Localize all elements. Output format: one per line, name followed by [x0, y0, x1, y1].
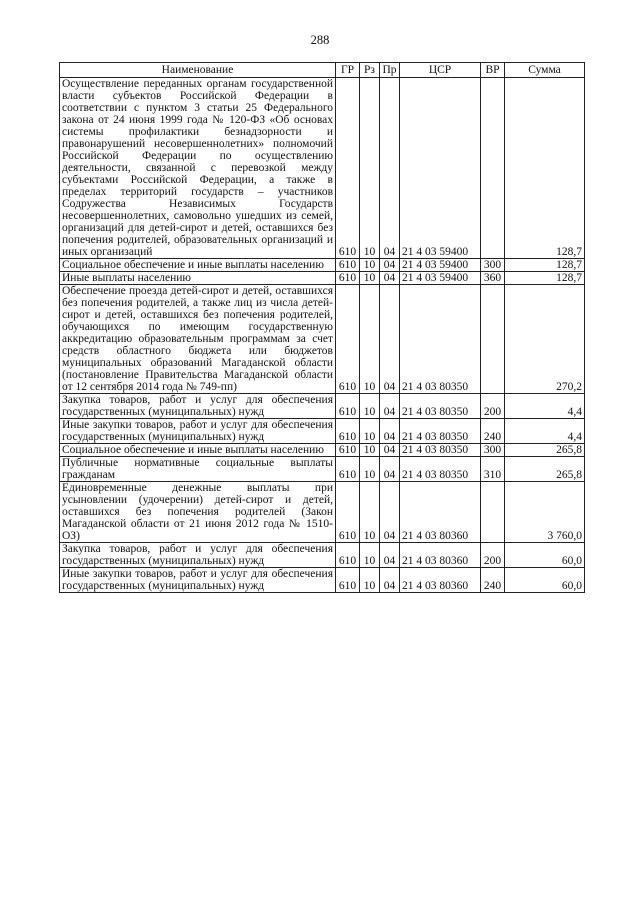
row-pr: 04 [380, 568, 400, 593]
header-name: Наименование [60, 63, 336, 78]
row-gr: 610 [336, 285, 360, 394]
row-gr: 610 [336, 482, 360, 543]
row-csr: 21 4 03 80350 [400, 394, 481, 419]
table-row [60, 285, 585, 394]
row-name: Осуществление переданных органам государственной власти субъектов Российской Федерации в соответствии с пунктом 3 статьи 25 Федерального закона от 24 июня 1999 года № 120-ФЗ «Об основах системы профилактики безнадзорности и правонарушений несовершеннолетних» полномочий Российской Федерации по осуществлению деятельности, связанной с перевозкой между субъектами Российской Федерации, а также в пределах территорий государств – участников Содружества Независимых Государств несовершеннолетних, самовольно ушедших из семей, организаций для детей-сирот и детей, оставшихся без попечения родителей, образовательных организаций и иных организаций [60, 78, 336, 259]
row-vr: 200 [481, 394, 505, 419]
header-gr: ГР [336, 63, 360, 78]
row-csr: 21 4 03 80350 [400, 444, 481, 457]
row-sum: 128,7 [505, 78, 585, 259]
header-pr: Пр [380, 63, 400, 78]
row-csr: 21 4 03 80350 [400, 419, 481, 444]
table-row [60, 78, 585, 259]
table-row [60, 457, 585, 482]
row-vr: 310 [481, 457, 505, 482]
row-name: Единовременные денежные выплаты при усыновлении (удочерении) детей-сирот и детей, оставшихся без попечения родителей (Закон Магаданской области от 21 июня 2012 года № 1510-ОЗ) [60, 482, 336, 543]
row-sum: 4,4 [505, 419, 585, 444]
row-pr: 04 [380, 259, 400, 272]
row-csr: 21 4 03 80350 [400, 285, 481, 394]
row-pr: 04 [380, 394, 400, 419]
row-gr: 610 [336, 457, 360, 482]
row-vr [481, 285, 505, 394]
row-pr: 04 [380, 457, 400, 482]
header-row [60, 63, 585, 78]
row-name: Иные закупки товаров, работ и услуг для обеспечения государственных (муниципальных) нужд [60, 568, 336, 593]
row-rz: 10 [360, 259, 380, 272]
row-vr [481, 482, 505, 543]
row-pr: 04 [380, 543, 400, 568]
row-rz: 10 [360, 419, 380, 444]
row-sum: 4,4 [505, 394, 585, 419]
table-body [60, 78, 585, 593]
row-name: Закупка товаров, работ и услуг для обеспечения государственных (муниципальных) нужд [60, 394, 336, 419]
row-gr: 610 [336, 78, 360, 259]
row-gr: 610 [336, 543, 360, 568]
row-rz: 10 [360, 272, 380, 285]
row-vr [481, 78, 505, 259]
row-rz: 10 [360, 78, 380, 259]
row-vr: 240 [481, 568, 505, 593]
row-gr: 610 [336, 568, 360, 593]
row-name: Публичные нормативные социальные выплаты гражданам [60, 457, 336, 482]
row-sum: 265,8 [505, 444, 585, 457]
row-rz: 10 [360, 285, 380, 394]
row-sum: 265,8 [505, 457, 585, 482]
row-csr: 21 4 03 59400 [400, 259, 481, 272]
table-row [60, 543, 585, 568]
row-gr: 610 [336, 259, 360, 272]
budget-table [59, 62, 585, 593]
table-row [60, 394, 585, 419]
row-sum: 128,7 [505, 259, 585, 272]
header-vr: ВР [481, 63, 505, 78]
row-pr: 04 [380, 285, 400, 394]
row-name: Обеспечение проезда детей-сирот и детей, оставшихся без попечения родителей, а также лиц из числа детей-сирот и детей, оставшихся без попечения родителей, обучающихся по имеющим государственную аккредитацию образовательным программам за счет средств областного бюджета или бюджетов муниципальных образований Магаданской области (постановление Правительства Магаданской области от 12 сентября 2014 года № 749-пп) [60, 285, 336, 394]
row-name: Закупка товаров, работ и услуг для обеспечения государственных (муниципальных) нужд [60, 543, 336, 568]
row-rz: 10 [360, 457, 380, 482]
row-name: Иные закупки товаров, работ и услуг для обеспечения государственных (муниципальных) нужд [60, 419, 336, 444]
table-row [60, 568, 585, 593]
row-vr: 300 [481, 444, 505, 457]
table-row [60, 272, 585, 285]
row-rz: 10 [360, 394, 380, 419]
table-row [60, 482, 585, 543]
row-rz: 10 [360, 568, 380, 593]
row-name: Социальное обеспечение и иные выплаты населению [60, 444, 336, 457]
row-gr: 610 [336, 444, 360, 457]
row-vr: 200 [481, 543, 505, 568]
page-number: 288 [310, 33, 330, 47]
header-csr: ЦСР [400, 63, 481, 78]
row-sum: 60,0 [505, 543, 585, 568]
row-name: Иные выплаты населению [60, 272, 336, 285]
table-row [60, 419, 585, 444]
row-csr: 21 4 03 80360 [400, 543, 481, 568]
row-pr: 04 [380, 78, 400, 259]
row-vr: 300 [481, 259, 505, 272]
table-row [60, 444, 585, 457]
row-vr: 360 [481, 272, 505, 285]
row-rz: 10 [360, 444, 380, 457]
row-vr: 240 [481, 419, 505, 444]
row-sum: 270,2 [505, 285, 585, 394]
row-pr: 04 [380, 272, 400, 285]
header-sum: Сумма [505, 63, 585, 78]
row-pr: 04 [380, 482, 400, 543]
header-rz: Рз [360, 63, 380, 78]
row-gr: 610 [336, 419, 360, 444]
row-csr: 21 4 03 59400 [400, 272, 481, 285]
row-sum: 60,0 [505, 568, 585, 593]
table-row [60, 259, 585, 272]
row-pr: 04 [380, 419, 400, 444]
row-pr: 04 [380, 444, 400, 457]
row-csr: 21 4 03 80360 [400, 568, 481, 593]
row-gr: 610 [336, 272, 360, 285]
row-rz: 10 [360, 482, 380, 543]
row-sum: 128,7 [505, 272, 585, 285]
row-gr: 610 [336, 394, 360, 419]
row-csr: 21 4 03 80350 [400, 457, 481, 482]
row-sum: 3 760,0 [505, 482, 585, 543]
row-csr: 21 4 03 80360 [400, 482, 481, 543]
row-csr: 21 4 03 59400 [400, 78, 481, 259]
row-name: Социальное обеспечение и иные выплаты населению [60, 259, 336, 272]
row-rz: 10 [360, 543, 380, 568]
